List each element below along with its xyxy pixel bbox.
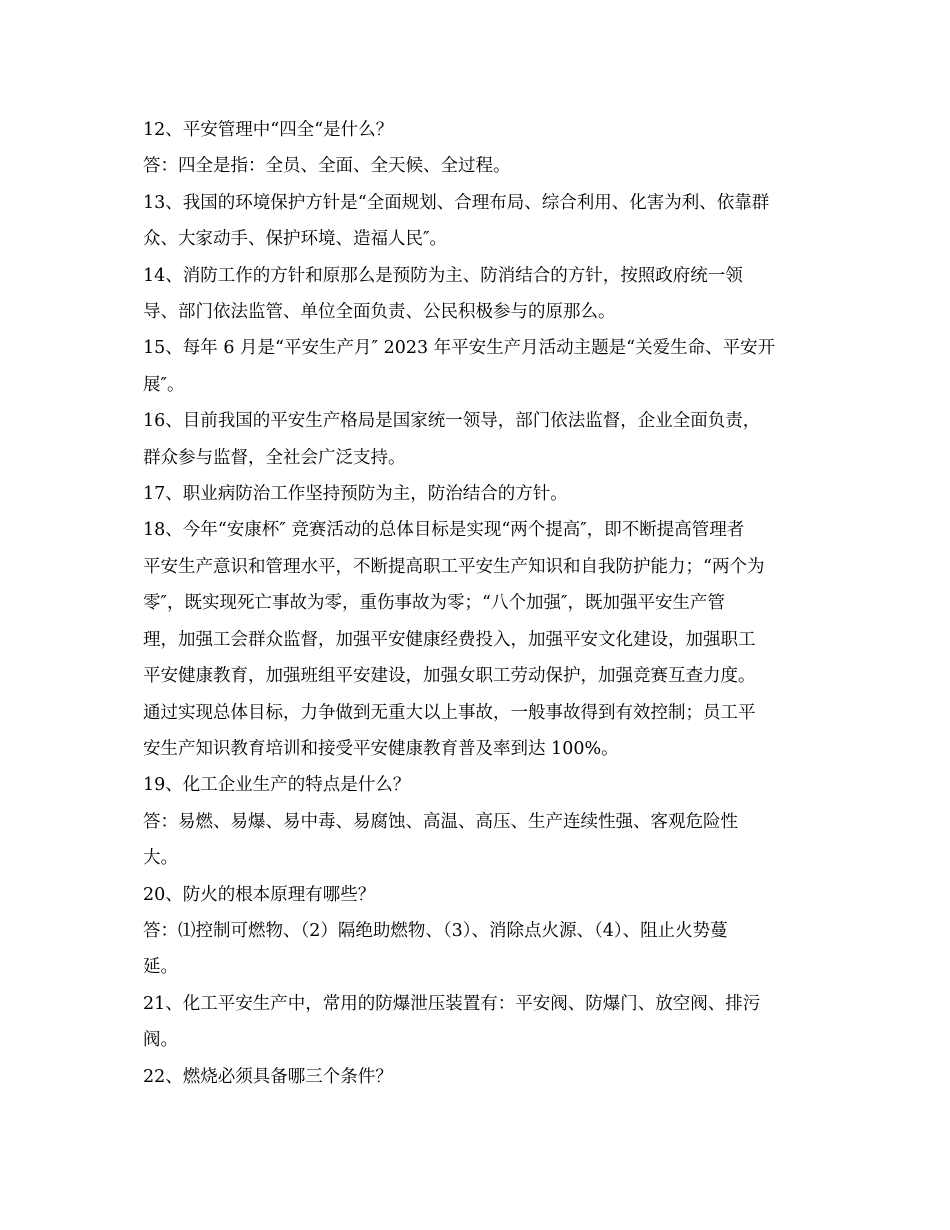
text-line: 答：四全是指：全员、全面、全天候、全过程。 <box>143 156 511 177</box>
document-body <box>143 112 809 1095</box>
text-line: 14、消防工作的方针和原那么是预防为主、防消结合的方针，按照政府统一领 <box>143 265 743 286</box>
text-line: 群众参与监督，全社会广泛支持。 <box>143 447 406 468</box>
text-line: 13、我国的环境保护方针是“全面规划、合理布局、综合利用、化害为利、依靠群 <box>143 192 770 213</box>
text-line: 平安生产意识和管理水平，不断提高职工平安生产知识和自我防护能力；“两个为 <box>143 556 765 577</box>
text-line: 零″，既实现死亡事故为零，重伤事故为零；“八个加强″，既加强平安生产管 <box>143 593 726 614</box>
text-line: 大。 <box>143 848 178 869</box>
text-line: 20、防火的根本原理有哪些？ <box>143 884 376 905</box>
text-line: 阀。 <box>143 1030 178 1051</box>
text-line: 导、部门依法监管、单位全面负责、公民积极参与的原那么。 <box>143 302 616 323</box>
text-line: 众、大家动手、保护环境、造福人民″。 <box>143 229 448 250</box>
text-line: 15、每年 6 月是“平安生产月″ 2023 年平安生产月活动主题是“关爱生命、平安开 <box>143 338 776 359</box>
text-line: 22、燃烧必须具备哪三个条件？ <box>143 1066 393 1087</box>
text-line: 21、化工平安生产中，常用的防爆泄压装置有：平安阀、防爆门、放空阀、排污 <box>143 993 761 1014</box>
text-line: 17、职业病防治工作坚持预防为主，防治结合的方针。 <box>143 484 568 505</box>
text-line: 通过实现总体目标，力争做到无重大以上事故，一般事故得到有效控制；员工平 <box>143 702 756 723</box>
text-line: 理，加强工会群众监督，加强平安健康经费投入，加强平安文化建设，加强职工 <box>143 629 756 650</box>
text-line: 平安健康教育，加强班组平安建设，加强女职工劳动保护，加强竞赛互查力度。 <box>143 666 756 687</box>
text-line: 展″。 <box>143 374 185 395</box>
text-line: 答：易燃、易爆、易中毒、易腐蚀、高温、高压、生产连续性强、客观危险性 <box>143 811 738 832</box>
text-line: 12、平安管理中“四全“是什么？ <box>143 120 394 140</box>
text-line: 18、今年“安康杯″ 竞赛活动的总体目标是实现“两个提高″，即不断提高管理者 <box>143 520 745 541</box>
text-line: 19、化工企业生产的特点是什么？ <box>143 775 411 796</box>
text-line: 延。 <box>143 957 178 978</box>
text-line: 16、目前我国的平安生产格局是国家统一领导，部门依法监督，企业全面负责， <box>143 411 761 432</box>
text-line: 答：⑴控制可燃物、（2）隔绝助燃物、（3）、消除点火源、（4）、阻止火势蔓 <box>143 920 728 941</box>
text-line: 安生产知识教育培训和接受平安健康教育普及率到达 100%。 <box>143 738 619 759</box>
